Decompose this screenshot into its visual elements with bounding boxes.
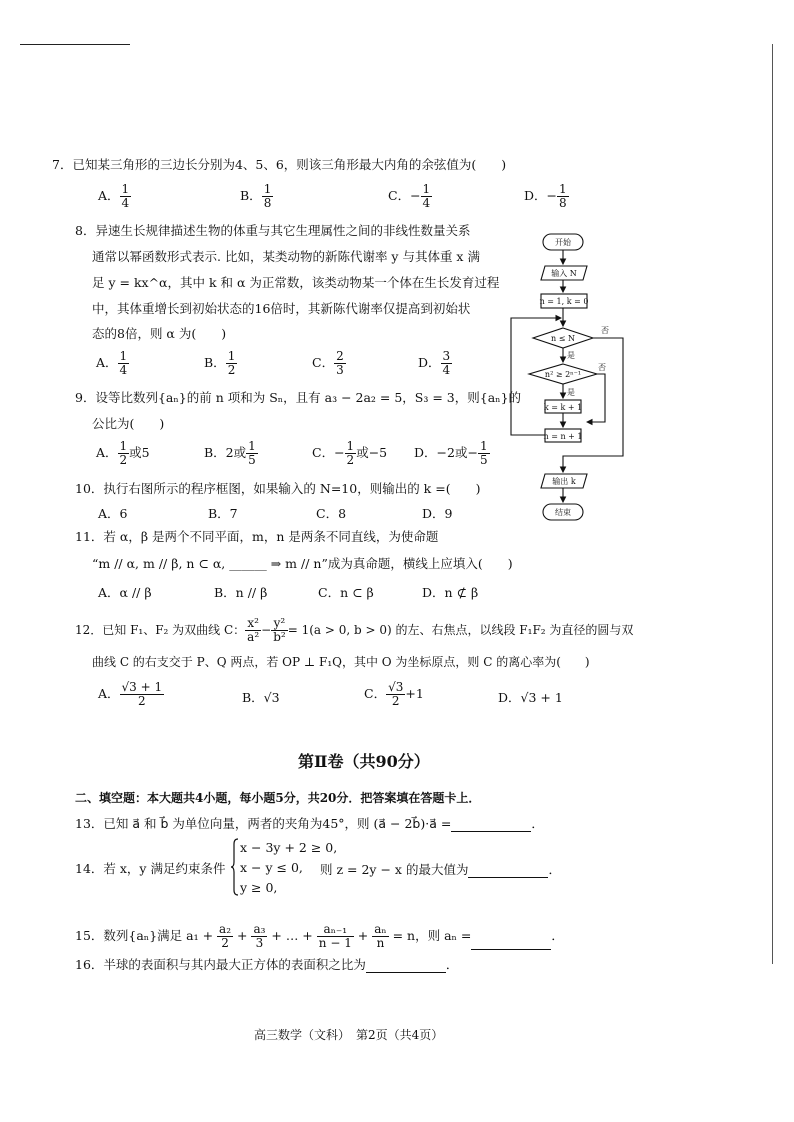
q11-line2: “m // α, m // β, n ⊂ α, ______ ⇒ m // n”成为真命题，横线上应填入( ) <box>92 556 513 571</box>
section-title: 第Ⅱ卷（共90分） <box>298 752 430 771</box>
q14-constraint-1: x − 3y + 2 ≥ 0, <box>240 840 338 855</box>
svg-text:k = k + 1: k = k + 1 <box>543 403 583 412</box>
svg-text:结束: 结束 <box>555 508 571 517</box>
q10-option-c: C．8 <box>316 506 347 521</box>
svg-text:n = 1, k = 0: n = 1, k = 0 <box>539 297 589 306</box>
q12-line1: 12．已知 F₁、F₂ 为双曲线 C： $\frac{\text{x²}}{\text{a²}}$ − $\frac{\text{y²}}{\text{b²}}$ = 1(a > 0, b > 0) 的左、右焦点，以线段 F₁F₂ 为直径的圆与双 <box>75 616 634 644</box>
q11-option-b: B．n // β <box>214 585 268 600</box>
q11-option-d: D．n ⊄ β <box>422 585 479 600</box>
svg-text:否: 否 <box>598 363 606 372</box>
q8-line4: 中，其体重增长到初始状态的16倍时，其新陈代谢率仅提高到初始状 <box>92 301 471 316</box>
q8-line1: 8．异速生长规律描述生物的体重与其它生理属性之间的非线性数量关系 <box>75 223 471 238</box>
svg-text:n = n + 1: n = n + 1 <box>543 432 583 441</box>
q12-option-c: C． $\frac{√3}{2}$ +1 <box>364 680 424 708</box>
q14-brace <box>231 838 239 896</box>
q9-option-b: B．2或 $\frac{1}{5}$ <box>204 439 256 467</box>
q12-line2: 曲线 C 的右支交于 P、Q 两点，若 OP ⊥ F₁Q，其中 O 为坐标原点，则 C 的离心率为( ) <box>92 655 590 669</box>
q9-option-d: D．−2或− $\frac{1}{5}$ <box>414 439 488 467</box>
q8-option-d: D． $\frac{3}{4}$ <box>418 349 451 377</box>
svg-text:n² ≥ 2ⁿ⁻¹: n² ≥ 2ⁿ⁻¹ <box>544 370 582 379</box>
svg-text:输出 k: 输出 k <box>552 477 576 486</box>
q14-post: 则 z = 2y − x 的最大值为 ． <box>320 862 561 877</box>
q9-line1: 9．设等比数列{aₙ}的前 n 项和为 Sₙ，且有 a₃ − 2a₂ = 5，S₃ = 3，则{aₙ}的 <box>75 390 522 405</box>
q12-option-b: B．√3 <box>242 690 280 705</box>
q7-option-d: D．− $\frac{1}{8}$ <box>524 182 567 210</box>
q13: 13．已知 a⃗ 和 b⃗ 为单位向量，两者的夹角为45°，则 (a⃗ − 2b⃗)·a⃗ = ． <box>75 816 544 831</box>
q10-option-a: A．6 <box>98 506 128 521</box>
q11-line1: 11．若 α，β 是两个不同平面，m，n 是两条不同直线，为使命题 <box>75 529 439 544</box>
q11-option-c: C．n ⊂ β <box>318 585 374 600</box>
q14-constraint-3: y ≥ 0, <box>240 880 278 895</box>
q9-option-a: A． $\frac{1}{2}$ 或5 <box>96 439 150 467</box>
svg-text:开始: 开始 <box>555 238 571 247</box>
q16: 16．半球的表面积与其内最大正方体的表面积之比为 ． <box>75 957 459 972</box>
q15: 15．数列{aₙ}满足 a₁ + $\frac{\text{a₂}}{2}$ + $\frac{\text{a₃}}{3}$ + … + $\frac{\text{aₙ₋₁}}{n - 1}$ + $\frac{\text{aₙ}}{n}$ = n，则 aₙ = ． <box>75 922 564 950</box>
svg-text:n ≤ N: n ≤ N <box>551 334 575 343</box>
q10-option-b: B．7 <box>208 506 238 521</box>
svg-text:是: 是 <box>567 388 575 397</box>
q8-option-c: C． $\frac{2}{3}$ <box>312 349 344 377</box>
q7-option-c: C．− $\frac{1}{4}$ <box>388 182 431 210</box>
svg-text:是: 是 <box>567 351 575 360</box>
svg-text:输入 N: 输入 N <box>551 269 577 278</box>
q14-constraint-2: x − y ≤ 0, <box>240 860 303 875</box>
q9-option-c: C．− $\frac{1}{2}$ 或−5 <box>312 439 388 467</box>
q7-stem: 7．已知某三角形的三边长分别为4、5、6，则该三角形最大内角的余弦值为( ) <box>52 157 507 172</box>
q12-option-d: D．√3 + 1 <box>498 690 563 705</box>
q10-option-d: D．9 <box>422 506 453 521</box>
top-rule <box>20 44 130 45</box>
q8-line5: 态的8倍，则 α 为( ) <box>92 326 227 341</box>
q8-line2: 通常以幂函数形式表示. 比如，某类动物的新陈代谢率 y 与其体重 x 满 <box>92 249 480 264</box>
q14-pre: 14．若 x，y 满足约束条件 <box>75 861 226 876</box>
q12-option-a: A． $\frac{√3 + 1}{2}$ <box>98 680 163 708</box>
right-margin-rule <box>772 44 773 964</box>
program-flowchart <box>505 228 640 528</box>
q10-stem: 10．执行右图所示的程序框图，如果输入的 N=10，则输出的 k =( ) <box>75 481 481 496</box>
svg-text:否: 否 <box>601 326 609 335</box>
section-heading: 二、填空题：本大题共4小题，每小题5分，共20分．把答案填在答题卡上． <box>75 791 481 805</box>
q8-option-a: A． $\frac{1}{4}$ <box>96 349 128 377</box>
q8-option-b: B． $\frac{1}{2}$ <box>204 349 236 377</box>
q7-option-b: B． $\frac{1}{8}$ <box>240 182 272 210</box>
q11-option-a: A．α // β <box>98 585 152 600</box>
q8-line3: 足 y = kx^α，其中 k 和 α 为正常数，该类动物某一个体在生长发育过程 <box>92 275 500 290</box>
page-footer: 高三数学（文科） 第2页（共4页） <box>254 1028 444 1042</box>
q9-line2: 公比为( ) <box>92 416 165 431</box>
q7-option-a: A． $\frac{1}{4}$ <box>98 182 130 210</box>
